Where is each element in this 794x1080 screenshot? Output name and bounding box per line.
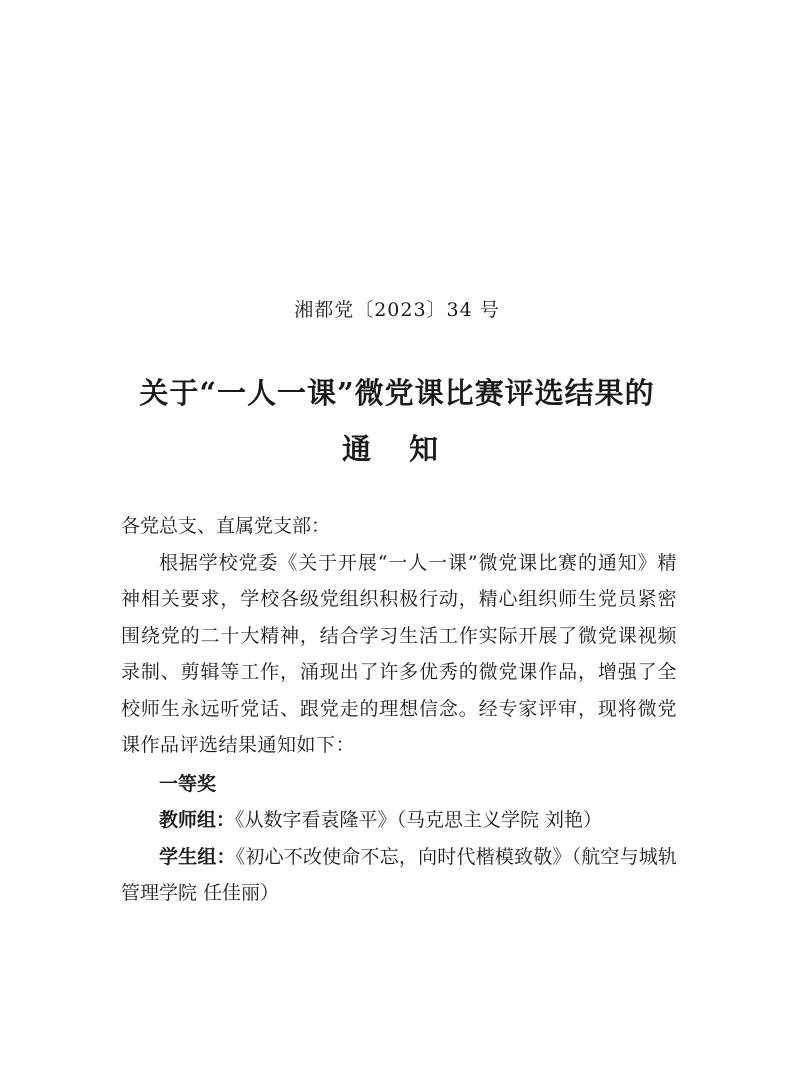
award-text-student: 《初心不改使命不忘，向时代楷模致敬》（航空与城轨管理学院 任佳丽） xyxy=(121,845,677,904)
award-heading-first-prize: 一等奖 xyxy=(159,772,217,795)
award-label-student: 学生组： xyxy=(159,845,236,868)
award-label-teacher: 教师组： xyxy=(159,809,236,831)
award-text-teacher: 《从数字看袁隆平》（马克思主义学院 刘艳） xyxy=(235,809,603,831)
document-title xyxy=(60,365,734,477)
award-teacher-group xyxy=(121,802,677,839)
document-number: 湘都党〔2023〕34 号 xyxy=(294,299,500,321)
document-title-line-2: 通 知 xyxy=(341,432,453,466)
document-title-line-1: 关于“一人一课”微党课比赛评选结果的 xyxy=(139,376,655,410)
body-paragraph: 根据学校党委《关于开展“一人一课”微党课比赛的通知》精神相关要求，学校各级党组织积极行动，精心组织师生党员紧密围绕党的二十大精神，结合学习生活工作实际开展了微党课视频录制、剪辑等工作，涌现出了许多优秀的微党课作品，增强了全校师生永远听党话、跟党走的理想信念。经专家评审，现将微党课作品评选结果通知如下： xyxy=(121,551,677,756)
document-body xyxy=(121,508,677,912)
award-student-group xyxy=(121,839,677,912)
salutation: 各党总支、直属党支部： xyxy=(121,515,331,537)
